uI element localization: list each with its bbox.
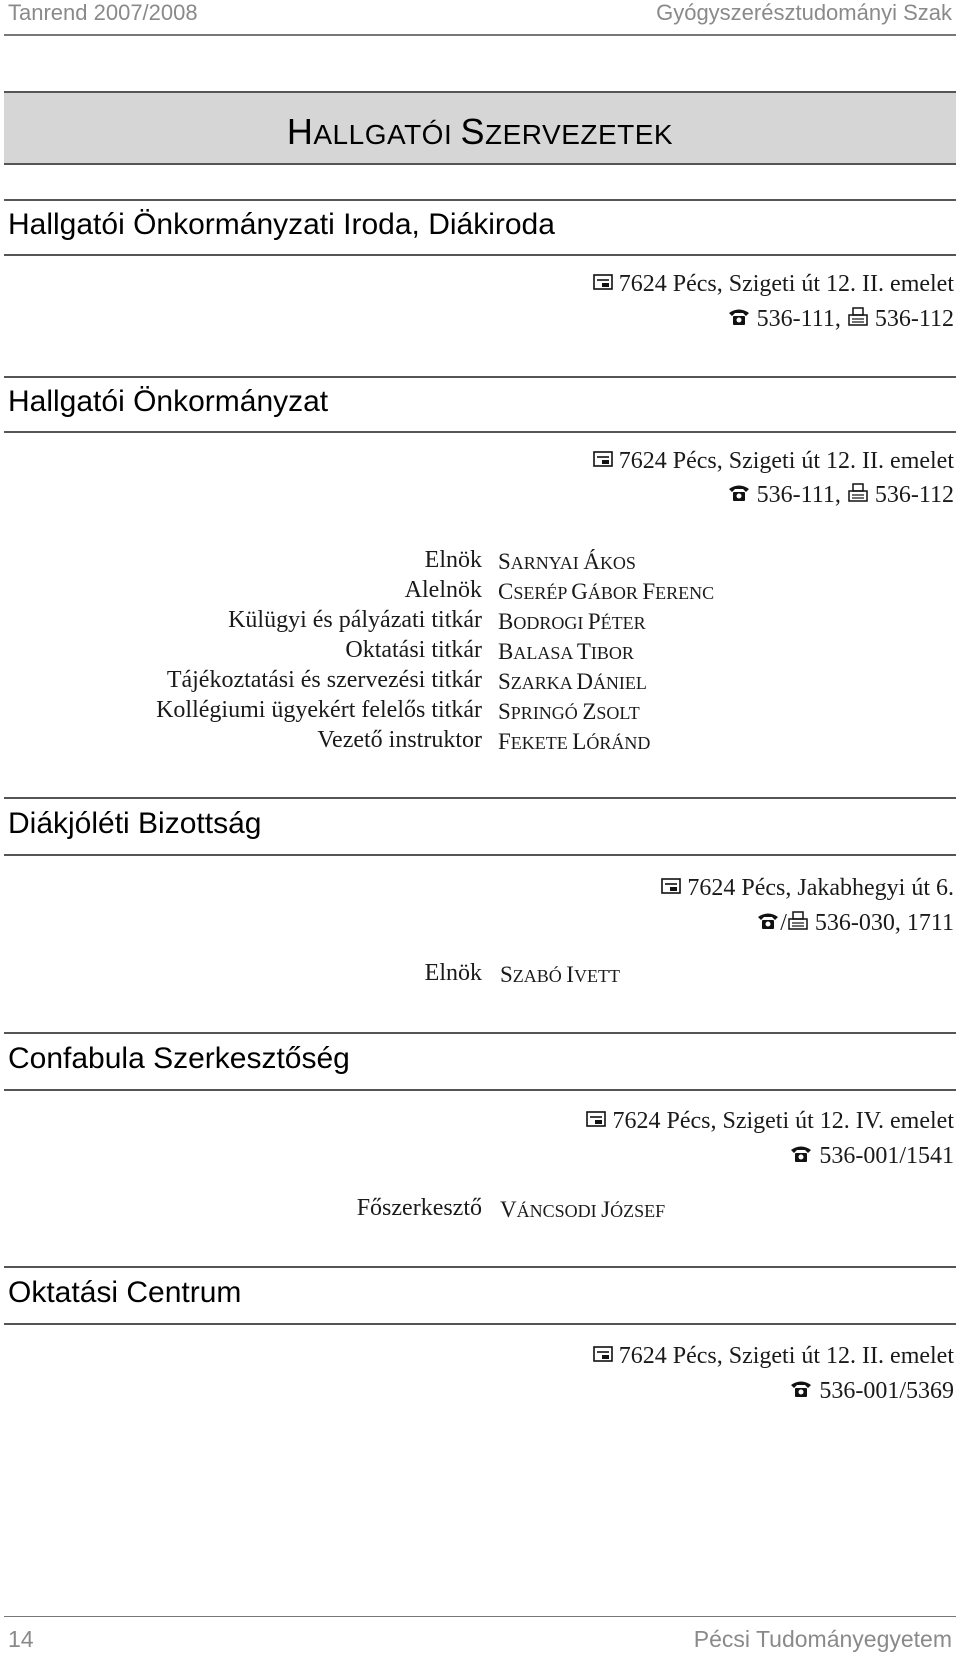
section-rule (4, 1323, 956, 1325)
section-rule (4, 376, 956, 378)
telephone-icon (727, 307, 751, 334)
section-rule (4, 1266, 956, 1268)
section-rule (4, 1032, 956, 1034)
member-name: SZARKA DÁNIEL (498, 669, 647, 694)
section-heading-diakjoleti: Diákjóléti Bizottság (8, 807, 262, 840)
member-role: Elnök (424, 960, 482, 986)
section-heading-iroda: Hallgatói Önkormányzati Iroda, Diákiroda (8, 208, 555, 241)
member-role: Oktatási titkár (345, 637, 482, 663)
section-rule (4, 854, 956, 856)
phone-line: 536-001/1541 (789, 1143, 954, 1171)
telephone-icon (727, 483, 751, 510)
phone-fax-line: / 536-030, 1711 (756, 910, 954, 938)
phone-line: 536-001/5369 (789, 1378, 954, 1406)
member-name: SZABÓ IVETT (500, 962, 620, 987)
member-name: BALASA TIBOR (498, 639, 634, 664)
section-rule (4, 431, 956, 433)
telephone-icon (756, 911, 780, 938)
member-role: Elnök (424, 547, 482, 573)
address-line: 7624 Pécs, Szigeti út 12. IV. emelet (586, 1108, 954, 1136)
member-name: SPRINGÓ ZSOLT (498, 699, 640, 724)
telephone-icon (789, 1144, 813, 1171)
title-box (4, 91, 956, 165)
fax-icon (847, 483, 869, 510)
member-name: VÁNCSODI JÓZSEF (500, 1197, 666, 1222)
member-role: Főszerkesztő (356, 1195, 482, 1221)
mailbox-icon (593, 272, 613, 299)
section-heading-oktatasi: Oktatási Centrum (8, 1276, 242, 1309)
mailbox-icon (593, 1344, 613, 1371)
footer-rule (4, 1616, 956, 1617)
phone-line: 536-111, 536-112 (727, 482, 954, 510)
section-heading-confabula: Confabula Szerkesztőség (8, 1042, 350, 1075)
mailbox-icon (586, 1109, 606, 1136)
page-number: 14 (8, 1626, 34, 1652)
member-role: Tájékoztatási és szervezési titkár (166, 667, 482, 693)
address-line: 7624 Pécs, Szigeti út 12. II. emelet (593, 448, 954, 476)
section-rule (4, 1089, 956, 1091)
footer-right: Pécsi Tudományegyetem (693, 1626, 952, 1652)
header-left: Tanrend 2007/2008 (8, 0, 198, 25)
member-name: BODROGI PÉTER (498, 609, 646, 634)
member-role: Alelnök (404, 577, 482, 603)
phone-line: 536-111, 536-112 (727, 306, 954, 334)
header-right: Gyógyszerésztudományi Szak (656, 0, 952, 25)
fax-icon (787, 911, 809, 938)
page-footer (0, 1618, 960, 1658)
page-title: HALLGATÓI SZERVEZETEK (286, 111, 674, 152)
address-line: 7624 Pécs, Jakabhegyi út 6. (661, 875, 954, 903)
mailbox-icon (661, 876, 681, 903)
section-rule (4, 199, 956, 201)
section-rule (4, 254, 956, 256)
member-name: FEKETE LÓRÁND (498, 729, 651, 754)
member-role: Kollégiumi ügyekért felelős titkár (156, 697, 482, 723)
fax-icon (847, 307, 869, 334)
section-rule (4, 797, 956, 799)
member-name: CSERÉP GÁBOR FERENC (498, 579, 715, 604)
page-header (0, 0, 960, 36)
section-heading-onkormanyzat: Hallgatói Önkormányzat (8, 385, 329, 418)
address-line: 7624 Pécs, Szigeti út 12. II. emelet (593, 271, 954, 299)
member-name: SARNYAI ÁKOS (498, 549, 636, 574)
member-role: Külügyi és pályázati titkár (228, 607, 482, 633)
header-rule (4, 34, 956, 36)
member-role: Vezető instruktor (317, 727, 482, 753)
mailbox-icon (593, 449, 613, 476)
telephone-icon (789, 1379, 813, 1406)
address-line: 7624 Pécs, Szigeti út 12. II. emelet (593, 1343, 954, 1371)
